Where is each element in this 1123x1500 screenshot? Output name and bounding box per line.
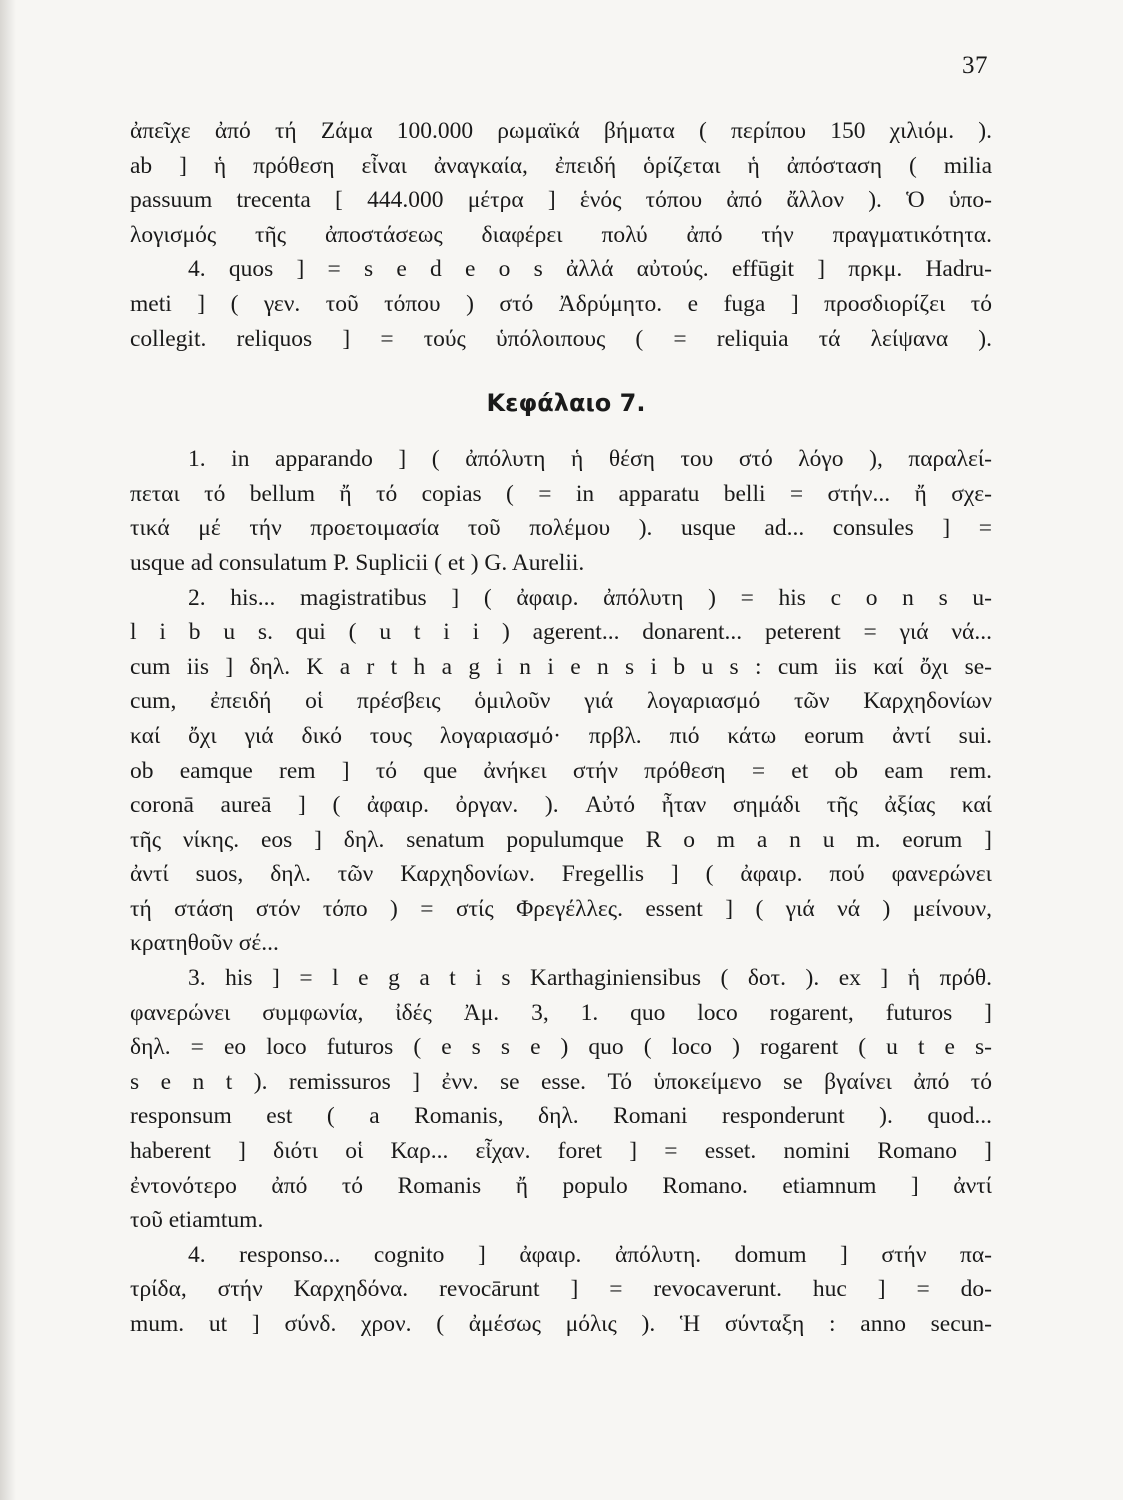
text-line: ἐντονότερο ἀπό τό Romanis ἤ populo Romano. etiamnum ] ἀντί (130, 1172, 992, 1199)
text-line: usque ad consulatum P. Suplicii ( et ) G. Aurelii. (130, 549, 585, 576)
chapter-heading: Κεφάλαιο 7. (486, 389, 646, 418)
text-line: λογισμός τῆς ἀποστάσεως διαφέρει πολύ ἀπό τήν πραγματικότητα. (130, 221, 992, 248)
text-line: ἀντί suos, δηλ. τῶν Καρχηδονίων. Fregellis ] ( ἀφαιρ. πού φανερώνει (130, 861, 992, 888)
text-line: πεται τό bellum ἤ τό copias ( = in apparatu belli = στήν... ἤ σχε- (130, 480, 992, 507)
text-line: τικά μέ τήν προετοιμασία τοῦ πολέμου ). usque ad... consules ] = (130, 515, 992, 542)
text-line: τοῦ etiamtum. (130, 1207, 264, 1234)
text-line: καί ὄχι γιά δικό τους λογαριασμό· πρβλ. πιό κάτω eorum ἀντί sui. (130, 722, 992, 749)
text-line: 4. quos ] = s e d e o s ἀλλά αὐτούς. effūgit ] πρκμ. Hadru- (188, 256, 992, 283)
text-line: mum. ut ] σύνδ. χρον. ( ἀμέσως μόλις ). Ἡ σύνταξη : anno secun- (130, 1311, 992, 1337)
commentary-text (130, 114, 992, 1342)
text-line: cum, ἐπειδή οἱ πρέσβεις ὁμιλοῦν γιά λογαριασμό τῶν Καρχηδονίων (130, 688, 992, 715)
text-line: 4. responso... cognito ] ἀφαιρ. ἀπόλυτη. domum ] στήν πα- (188, 1241, 992, 1268)
text-line: ἀπεῖχε ἀπό τή Ζάμα 100.000 ρωμαϊκά βήματα ( περίπου 150 χιλιόμ. ). (130, 118, 992, 144)
text-line: δηλ. = eo loco futuros ( e s s e ) quo ( loco ) rogarent ( u t e s- (130, 1034, 992, 1061)
text-line: coronā aureā ] ( ἀφαιρ. ὀργαν. ). Αὐτό ἦταν σημάδι τῆς ἀξίας καί (130, 792, 992, 819)
text-line: τή στάση στόν τόπο ) = στίς Φρεγέλλες. essent ] ( γιά νά ) μείνουν, (130, 895, 992, 922)
text-line: meti ] ( γεν. τοῦ τόπου ) στό Ἀδρύμητο. e fuga ] προσδιορίζει τό (130, 290, 992, 317)
text-line: responsum est ( a Romanis, δηλ. Romani responderunt ). quod... (130, 1103, 992, 1130)
text-line: cum iis ] δηλ. K a r t h a g i n i e n s i b u s : cum iis καί ὄχι se- (130, 653, 992, 680)
text-line: s e n t ). remissuros ] ἐνν. se esse. Τό ὑποκείμενο se βγαίνει ἀπό τό (130, 1068, 992, 1095)
page-number: 37 (962, 52, 988, 79)
text-line: ob eamque rem ] τό que ἀνήκει στήν πρόθεση = et ob eam rem. (130, 757, 992, 784)
text-line: ab ] ἡ πρόθεση εἶναι ἀναγκαία, ἐπειδή ὁρίζεται ἡ ἀπόσταση ( milia (130, 152, 992, 179)
text-line: haberent ] διότι οἱ Καρ... εἶχαν. foret ] = esset. nomini Romano ] (130, 1138, 992, 1165)
section-a (130, 114, 992, 356)
text-line: τρίδα, στήν Καρχηδόνα. revocārunt ] = revocaverunt. huc ] = do- (130, 1276, 992, 1303)
text-line: τῆς νίκης. eos ] δηλ. senatum populumque R o m a n u m. eorum ] (130, 826, 992, 853)
page-edge-shadow (0, 0, 16, 1500)
text-line: 2. his... magistratibus ] ( ἀφαιρ. ἀπόλυτη ) = his c o n s u- (188, 584, 992, 611)
text-line: 3. his ] = l e g a t i s Karthaginiensibus ( δοτ. ). ex ] ἡ πρόθ. (188, 965, 992, 992)
text-line: collegit. reliquos ] = τούς ὑπόλοιπους ( = reliquia τά λείψανα ). (130, 325, 992, 352)
text-line: passuum trecenta [ 444.000 μέτρα ] ἑνός τόπου ἀπό ἄλλον ). Ὁ ὑπο- (130, 187, 992, 214)
section-b (130, 442, 992, 1341)
text-line: φανερώνει συμφωνία, ἰδές Ἀμ. 3, 1. quo loco rogarent, futuros ] (130, 999, 992, 1026)
text-line: κρατηθοῦν σέ... (130, 930, 279, 957)
text-line: 1. in apparando ] ( ἀπόλυτη ἡ θέση του στό λόγο ), παραλεί- (188, 446, 992, 473)
text-line: l i b u s. qui ( u t i i ) agerent... donarent... peterent = γιά νά... (130, 619, 992, 646)
